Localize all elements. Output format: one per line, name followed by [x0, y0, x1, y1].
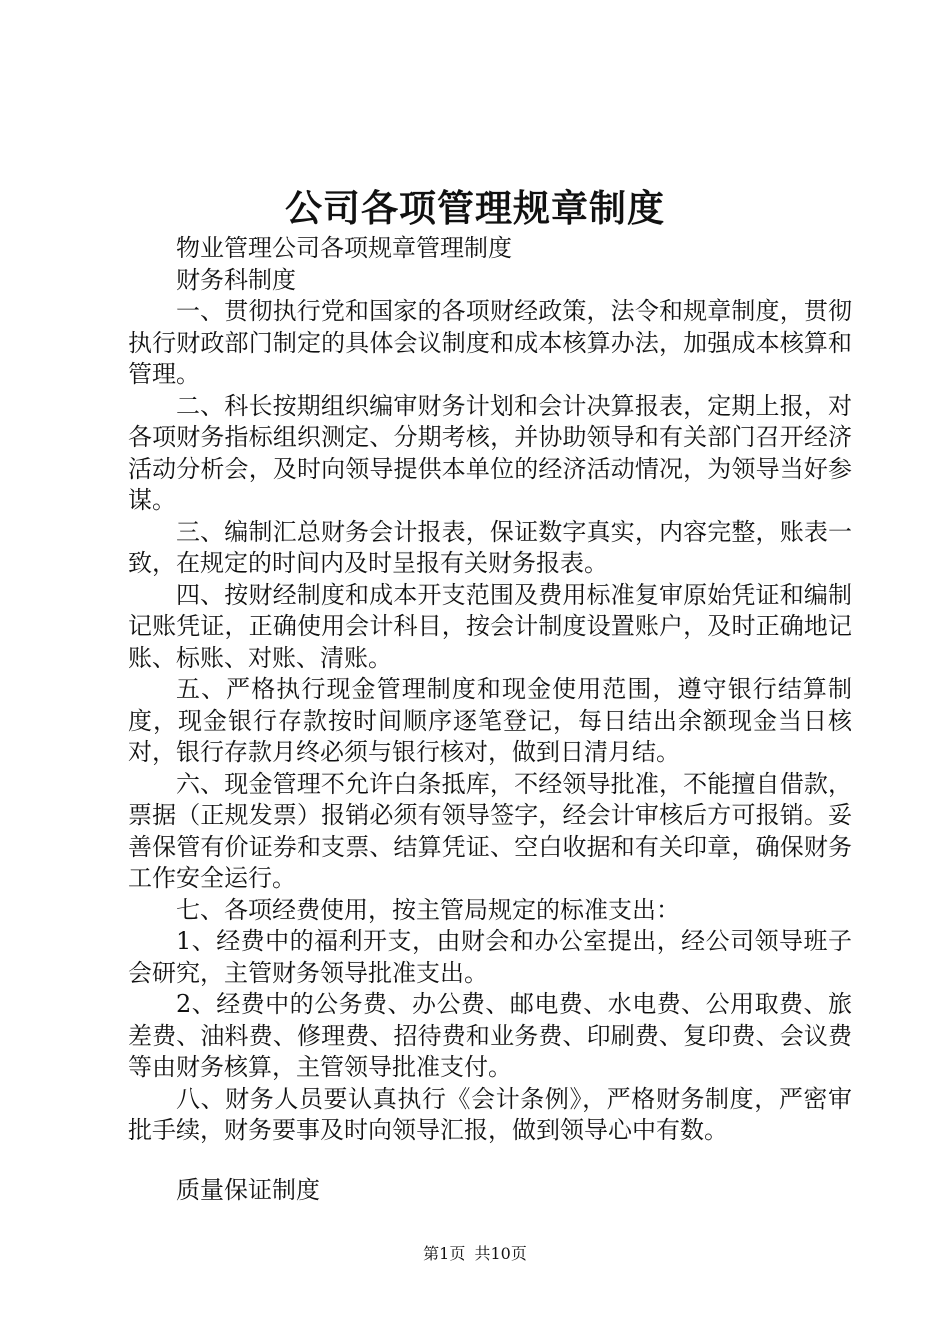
paragraph: 七、各项经费使用，按主管局规定的标准支出： [176, 895, 680, 924]
paragraph: 三、编制汇总财务会计报表，保证数字真实，内容完整，账表一致，在规定的时间内及时呈报有关财务报表。 [128, 517, 852, 577]
page-total: 共10页 [474, 1244, 527, 1263]
paragraph: 一、贯彻执行党和国家的各项财经政策，法令和规章制度，贯彻执行财政部门制定的具体会议制度和成本核算办法，加强成本核算和管理。 [128, 297, 852, 388]
section-heading-finance: 财务科制度 [176, 265, 296, 294]
section-heading-quality: 质量保证制度 [176, 1175, 320, 1204]
paragraph: 1、经费中的福利开支，由财会和办公室提出，经公司领导班子会研究，主管财务领导批准支出。 [128, 927, 852, 987]
paragraph: 六、现金管理不允许白条抵库，不经领导批准，不能擅自借款，票据（正规发票）报销必须有领导签字，经会计审核后方可报销。妥善保管有价证券和支票、结算凭证、空白收据和有关印章，确保财务工作安全运行。 [128, 769, 852, 892]
page-number: 第1页 [423, 1244, 466, 1263]
subtitle-paragraph: 物业管理公司各项规章管理制度 [176, 234, 512, 262]
page-footer [0, 1243, 950, 1265]
document-body [128, 233, 852, 1206]
paragraph: 四、按财经制度和成本开支范围及费用标准复审原始凭证和编制记账凭证，正确使用会计科目，按会计制度设置账户，及时正确地记账、标账、对账、清账。 [128, 580, 852, 672]
paragraph: 五、严格执行现金管理制度和现金使用范围，遵守银行结算制度，现金银行存款按时间顺序逐笔登记，每日结出余额现金当日核对，银行存款月终必须与银行核对，做到日清月结。 [128, 675, 852, 766]
paragraph: 2、经费中的公务费、办公费、邮电费、水电费、公用取费、旅差费、油料费、修理费、招待费和业务费、印刷费、复印费、会议费等由财务核算，主管领导批准支付。 [128, 990, 852, 1081]
paragraph: 八、财务人员要认真执行《会计条例》，严格财务制度，严密审批手续，财务要事及时向领导汇报，做到领导心中有数。 [128, 1084, 852, 1144]
document-title: 公司各项管理规章制度 [285, 186, 665, 230]
paragraph: 二、科长按期组织编审财务计划和会计决算报表，定期上报，对各项财务指标组织测定、分期考核，并协助领导和有关部门召开经济活动分析会，及时向领导提供本单位的经济活动情况，为领导当好参谋。 [128, 391, 852, 514]
